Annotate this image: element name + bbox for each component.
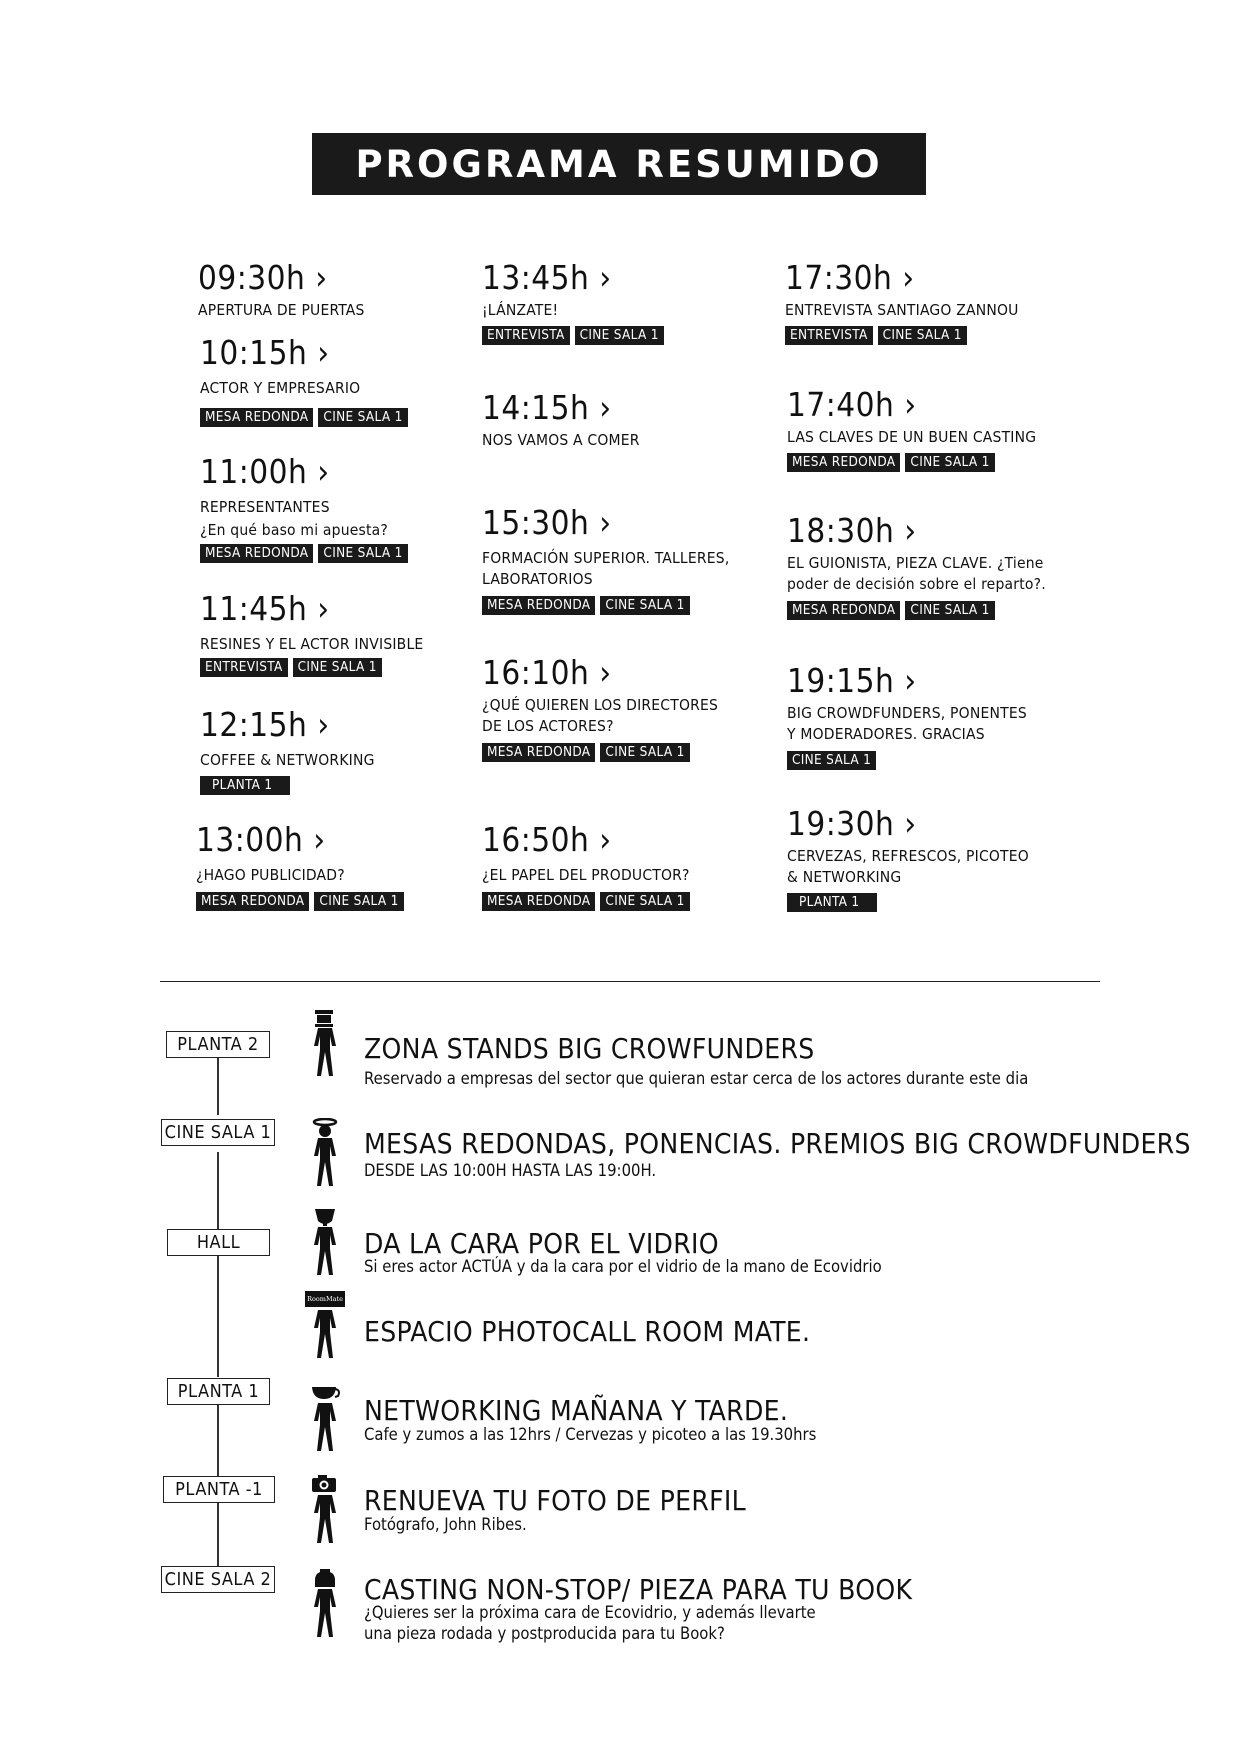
zone-subtitle: DESDE LAS 10:00H HASTA LAS 19:00H. — [364, 1161, 657, 1180]
schedule-desc: FORMACIÓN SUPERIOR. TALLERES, — [482, 549, 730, 567]
schedule-item — [198, 260, 365, 321]
schedule-time: 17:30h › — [785, 258, 915, 297]
sign-text: RoomMate — [307, 1295, 343, 1303]
tag-location: CINE SALA 1 — [600, 596, 689, 615]
schedule-desc-2: poder de decisión sobre el reparto?. — [787, 575, 1046, 593]
schedule-time: 12:15h › — [200, 705, 330, 744]
tag-type: ENTREVISTA — [785, 326, 873, 345]
location-label: PLANTA 1 — [167, 1378, 270, 1405]
schedule-desc: LAS CLAVES DE UN BUEN CASTING — [787, 428, 1037, 446]
schedule-desc-2: LABORATORIOS — [482, 570, 593, 588]
tag-type: MESA REDONDA — [482, 596, 595, 615]
schedule-desc: APERTURA DE PUERTAS — [198, 301, 365, 319]
schedule-time: 11:45h › — [200, 589, 330, 628]
schedule-item — [787, 387, 1036, 472]
schedule-time: 10:15h › — [200, 333, 330, 372]
location-label: HALL — [167, 1229, 270, 1256]
zone-title: MESAS REDONDAS, PONENCIAS. PREMIOS BIG CROWDFUNDERS — [364, 1127, 1191, 1160]
zone-title: ZONA STANDS BIG CROWFUNDERS — [364, 1032, 815, 1065]
schedule-time: 19:30h › — [787, 804, 917, 843]
schedule-time: 17:40h › — [787, 385, 917, 424]
zone-title: NETWORKING MAÑANA Y TARDE. — [364, 1394, 789, 1427]
schedule-time: 16:50h › — [482, 820, 612, 859]
schedule-item — [787, 806, 1029, 912]
schedule-desc-2: Y MODERADORES. GRACIAS — [787, 725, 985, 743]
sign-head-icon — [304, 1290, 346, 1360]
tag-location: CINE SALA 1 — [600, 743, 689, 762]
tag-type: MESA REDONDA — [787, 601, 900, 620]
zone-subtitle: Fotógrafo, John Ribes. — [364, 1515, 527, 1534]
tag-location: CINE SALA 1 — [600, 892, 689, 911]
schedule-item — [785, 260, 1019, 345]
zone-title: ESPACIO PHOTOCALL ROOM MATE. — [364, 1315, 811, 1348]
tag-type: MESA REDONDA — [196, 892, 309, 911]
timeline-line — [217, 1152, 219, 1229]
zone-title: RENUEVA TU FOTO DE PERFIL — [364, 1484, 746, 1517]
schedule-item — [200, 454, 408, 563]
location-label: CINE SALA 2 — [161, 1566, 275, 1593]
schedule-desc: ¿HAGO PUBLICIDAD? — [196, 866, 345, 884]
schedule-time: 14:15h › — [482, 388, 612, 427]
schedule-desc: NOS VAMOS A COMER — [482, 431, 640, 449]
tag-location: PLANTA 1 — [787, 893, 877, 912]
timeline-line — [217, 1055, 219, 1115]
schedule-desc: ACTOR Y EMPRESARIO — [200, 379, 361, 397]
zone-title: CASTING NON-STOP/ PIEZA PARA TU BOOK — [364, 1573, 913, 1606]
schedule-desc-2: DE LOS ACTORES? — [482, 717, 614, 735]
timeline-line — [217, 1502, 219, 1568]
schedule-item — [482, 505, 729, 615]
schedule-item — [482, 655, 718, 762]
tag-type: MESA REDONDA — [200, 408, 313, 427]
zone-subtitle: Cafe y zumos a las 12hrs / Cervezas y picoteo a las 19.30hrs — [364, 1425, 817, 1444]
stand-head-icon — [307, 1010, 343, 1080]
schedule-desc: ¿EL PAPEL DEL PRODUCTOR? — [482, 866, 690, 884]
schedule-item — [787, 513, 1046, 620]
tag-location: CINE SALA 1 — [293, 658, 382, 677]
tag-location: CINE SALA 1 — [575, 326, 664, 345]
schedule-desc: REPRESENTANTES — [200, 498, 330, 516]
schedule-time: 11:00h › — [200, 452, 330, 491]
schedule-desc-2: & NETWORKING — [787, 868, 902, 886]
tag-location: CINE SALA 1 — [318, 544, 407, 563]
timeline-line — [217, 1253, 219, 1377]
schedule-time: 19:15h › — [787, 661, 917, 700]
section-divider — [160, 981, 1100, 982]
schedule-desc: COFFEE & NETWORKING — [200, 751, 375, 769]
schedule-item — [196, 822, 404, 911]
schedule-item — [787, 663, 1027, 770]
schedule-desc: RESINES Y EL ACTOR INVISIBLE — [200, 635, 424, 653]
schedule-time: 13:00h › — [196, 820, 326, 859]
schedule-time: 13:45h › — [482, 258, 612, 297]
zone-subtitle-2: una pieza rodada y postproducida para tu Book? — [364, 1624, 725, 1643]
page-title: PROGRAMA RESUMIDO — [312, 133, 926, 195]
schedule-item — [200, 707, 375, 795]
tag-location: CINE SALA 1 — [905, 453, 994, 472]
schedule-item — [482, 822, 690, 911]
schedule-desc: ¿QUÉ QUIEREN LOS DIRECTORES — [482, 696, 719, 714]
location-label: PLANTA -1 — [163, 1476, 275, 1503]
tag-type: ENTREVISTA — [200, 658, 288, 677]
schedule-time: 15:30h › — [482, 503, 612, 542]
halo-head-icon — [307, 1118, 343, 1188]
location-label: PLANTA 2 — [166, 1031, 270, 1058]
tag-location: CINE SALA 1 — [905, 601, 994, 620]
schedule-item — [200, 591, 423, 677]
tag-type: ENTREVISTA — [482, 326, 570, 345]
schedule-desc: EL GUIONISTA, PIEZA CLAVE. ¿Tiene — [787, 554, 1044, 572]
location-label: CINE SALA 1 — [161, 1119, 275, 1146]
zone-title: DA LA CARA POR EL VIDRIO — [364, 1227, 719, 1260]
zone-subtitle: Reservado a empresas del sector que quieran estar cerca de los actores durante este dia — [364, 1069, 1029, 1088]
camera-head-icon — [307, 1474, 343, 1544]
tag-location: CINE SALA 1 — [878, 326, 967, 345]
schedule-time: 18:30h › — [787, 511, 917, 550]
bottle-head-icon — [307, 1568, 343, 1638]
tag-location: CINE SALA 1 — [318, 408, 407, 427]
tag-type: MESA REDONDA — [482, 743, 595, 762]
tag-location: PLANTA 1 — [200, 776, 290, 795]
tag-type: MESA REDONDA — [200, 544, 313, 563]
tag-location: CINE SALA 1 — [314, 892, 403, 911]
schedule-item — [200, 335, 408, 427]
schedule-time: 09:30h › — [198, 258, 328, 297]
cup-head-icon — [307, 1385, 343, 1455]
glass-head-icon — [307, 1208, 343, 1278]
schedule-item — [482, 260, 664, 345]
timeline-line — [217, 1401, 219, 1478]
schedule-desc: CERVEZAS, REFRESCOS, PICOTEO — [787, 847, 1029, 865]
schedule-item — [482, 390, 640, 451]
schedule-desc: ¡LÁNZATE! — [482, 301, 559, 319]
tag-location: CINE SALA 1 — [787, 751, 876, 770]
schedule-desc: BIG CROWDFUNDERS, PONENTES — [787, 704, 1027, 722]
schedule-desc: ENTREVISTA SANTIAGO ZANNOU — [785, 301, 1019, 319]
zone-subtitle: ¿Quieres ser la próxima cara de Ecovidrio, y además llevarte — [364, 1603, 816, 1622]
schedule-desc-2: ¿En qué baso mi apuesta? — [200, 521, 388, 539]
zone-subtitle: Si eres actor ACTÚA y da la cara por el vidrio de la mano de Ecovidrio — [364, 1257, 882, 1276]
tag-type: MESA REDONDA — [787, 453, 900, 472]
tag-type: MESA REDONDA — [482, 892, 595, 911]
schedule-time: 16:10h › — [482, 653, 612, 692]
